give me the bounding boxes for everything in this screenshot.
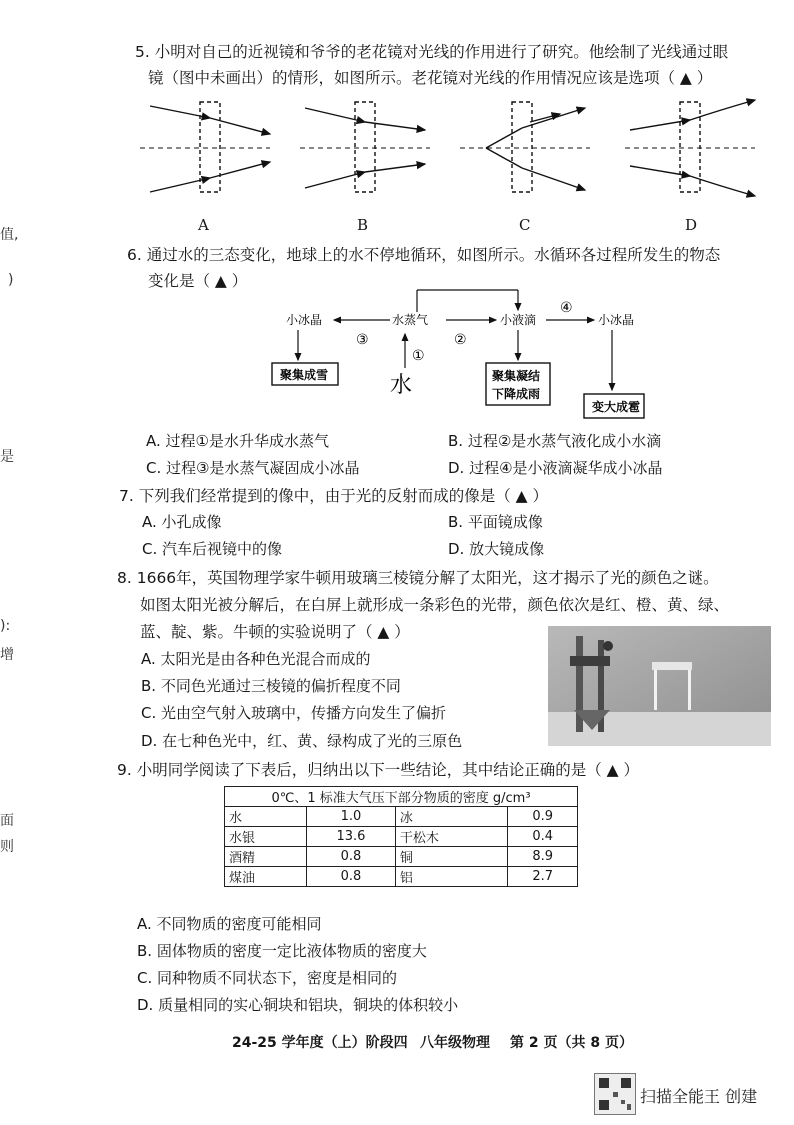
table-cell: 酒精 — [225, 847, 307, 867]
table-cell: 0.9 — [508, 807, 578, 827]
option-label-c: C — [519, 216, 531, 234]
density-table — [224, 786, 578, 887]
q9-option-d: D. 质量相同的实心铜块和铝块，铜块的体积较小 — [137, 996, 459, 1014]
question-9-line-1: 9. 小明同学阅读了下表后，归纳出以下一些结论，其中结论正确的是（ ▲ ） — [117, 761, 639, 779]
node-droplet: 小液滴 — [500, 313, 537, 327]
node-ice-right: 小冰晶 — [598, 313, 635, 327]
q7-option-a: A. 小孔成像 — [142, 513, 222, 531]
margin-fragment: ) — [8, 272, 14, 288]
process-label-2: ② — [454, 332, 467, 348]
table-row — [225, 867, 578, 887]
q9-option-a: A. 不同物质的密度可能相同 — [137, 915, 322, 933]
node-ice-left: 小冰晶 — [286, 313, 323, 327]
q8-option-c: C. 光由空气射入玻璃中，传播方向发生了偏折 — [141, 704, 447, 722]
footer-page-number: 第 2 页（共 8 页） — [510, 1035, 633, 1051]
table-cell: 13.6 — [307, 827, 396, 847]
table-cell: 2.7 — [508, 867, 578, 887]
table-row — [225, 807, 578, 827]
box-rain-line-1: 聚集凝结 — [492, 369, 541, 383]
table-cell: 1.0 — [307, 807, 396, 827]
margin-fragment: 是 — [0, 449, 14, 465]
option-label-a: A — [198, 216, 209, 234]
margin-fragment: 增 — [0, 647, 14, 663]
node-water: 水 — [390, 373, 413, 398]
node-vapor: 水蒸气 — [392, 313, 429, 327]
process-label-4: ④ — [560, 300, 573, 316]
table-cell: 水银 — [225, 827, 307, 847]
option-label-d: D — [685, 216, 698, 234]
lens-diagrams — [140, 94, 780, 206]
table-row — [225, 827, 578, 847]
table-cell: 0.4 — [508, 827, 578, 847]
table-cell: 煤油 — [225, 867, 307, 887]
lens-diagram-c — [460, 102, 590, 192]
question-6-line-2: 变化是（ ▲ ） — [148, 272, 248, 290]
q9-option-c: C. 同种物质不同状态下，密度是相同的 — [137, 969, 398, 987]
q8-option-b: B. 不同色光通过三棱镜的偏折程度不同 — [141, 677, 401, 695]
q7-option-c: C. 汽车后视镜中的像 — [142, 540, 283, 558]
margin-fragment: 面 — [0, 813, 14, 829]
table-cell: 8.9 — [508, 847, 578, 867]
process-label-1: ① — [412, 348, 425, 364]
box-snow: 聚集成雪 — [280, 368, 329, 382]
margin-fragment: 值, — [0, 227, 19, 243]
table-cell: 0.8 — [307, 847, 396, 867]
water-cycle-diagram — [260, 286, 690, 422]
question-8-line-2: 如图太阳光被分解后，在白屏上就形成一条彩色的光带，颜色依次是红、橙、黄、绿、 — [140, 596, 730, 614]
scanner-watermark-text: 扫描全能王 创建 — [640, 1087, 758, 1106]
density-table-title: 0℃、1 标准大气压下部分物质的密度 g/cm³ — [225, 787, 578, 807]
box-rain-line-2: 下降成雨 — [492, 387, 541, 401]
scanner-logo-icon — [594, 1073, 636, 1115]
footer-term: 24-25 学年度（上）阶段四 — [232, 1035, 408, 1051]
box-hail: 变大成雹 — [592, 400, 641, 414]
q8-option-a: A. 太阳光是由各种色光混合而成的 — [141, 650, 371, 668]
question-8-line-3: 蓝、靛、紫。牛顿的实验说明了（ ▲ ） — [140, 623, 410, 641]
table-cell: 冰 — [395, 807, 507, 827]
lens-diagram-b — [300, 102, 430, 192]
q8-option-d: D. 在七种色光中，红、黄、绿构成了光的三原色 — [141, 732, 463, 750]
lens-diagram-d — [625, 100, 755, 196]
q6-option-b: B. 过程②是水蒸气液化成小水滴 — [448, 432, 662, 450]
table-cell: 铜 — [395, 847, 507, 867]
footer-subject: 八年级物理 — [420, 1035, 490, 1051]
prism-experiment-photo — [548, 626, 771, 746]
table-cell: 铝 — [395, 867, 507, 887]
margin-fragment: 则 — [0, 839, 14, 855]
question-5-line-2: 镜（图中未画出）的情形，如图所示。老花镜对光线的作用情况应该是选项（ ▲ ） — [148, 69, 713, 87]
question-8-line-1: 8. 1666年，英国物理学家牛顿用玻璃三棱镜分解了太阳光，这才揭示了光的颜色之谜。 — [117, 569, 719, 587]
question-7-line-1: 7. 下列我们经常提到的像中，由于光的反射而成的像是（ ▲ ） — [119, 487, 548, 505]
margin-fragment: ): — [0, 618, 11, 634]
lens-diagram-a — [140, 102, 270, 192]
table-cell: 0.8 — [307, 867, 396, 887]
q7-option-b: B. 平面镜成像 — [448, 513, 543, 531]
q7-option-d: D. 放大镜成像 — [448, 540, 545, 558]
question-6-line-1: 6. 通过水的三态变化，地球上的水不停地循环，如图所示。水循环各过程所发生的物态 — [127, 246, 721, 264]
option-label-b: B — [357, 216, 369, 234]
process-label-3: ③ — [356, 332, 369, 348]
table-cell: 水 — [225, 807, 307, 827]
q9-option-b: B. 固体物质的密度一定比液体物质的密度大 — [137, 942, 427, 960]
table-cell: 干松木 — [395, 827, 507, 847]
q6-option-d: D. 过程④是小液滴凝华成小冰晶 — [448, 459, 663, 477]
table-row — [225, 847, 578, 867]
question-5-line-1: 5. 小明对自己的近视镜和爷爷的老花镜对光线的作用进行了研究。他绘制了光线通过眼 — [135, 43, 729, 61]
q6-option-c: C. 过程③是水蒸气凝固成小冰晶 — [146, 459, 360, 477]
q6-option-a: A. 过程①是水升华成水蒸气 — [146, 432, 329, 450]
